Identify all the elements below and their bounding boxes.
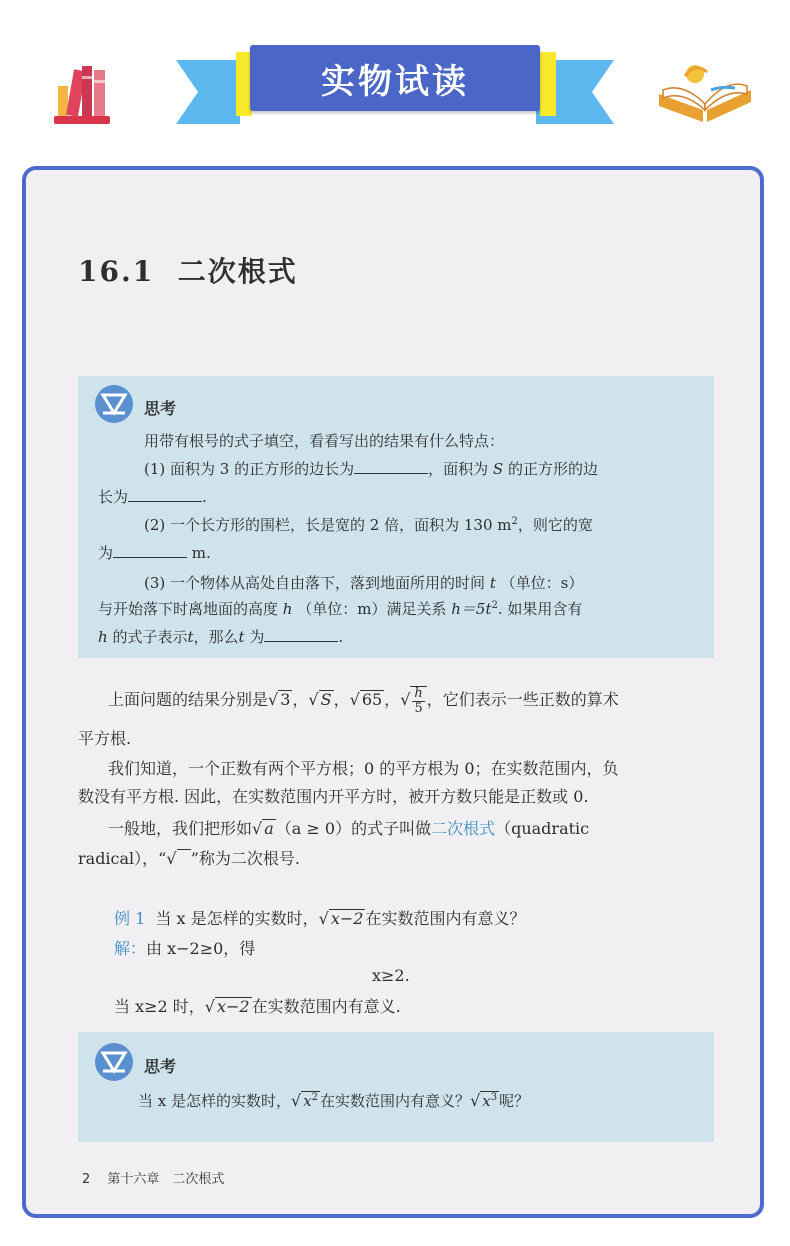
page-frame bbox=[22, 166, 764, 1218]
para2-line1: 我们知道，一个正数有两个平方根；0 的平方根为 0；在实数范围内，负 bbox=[108, 759, 619, 778]
think1-q3: (3) 一个物体从高处自由落下，落到地面所用的时间 t （单位：s） bbox=[144, 574, 584, 592]
answer-blank bbox=[113, 543, 187, 558]
solution-line2: x≥2. bbox=[372, 966, 410, 985]
example-1: 例 1 当 x 是怎样的实数时，√ x−2 在实数范围内有意义？ bbox=[114, 909, 526, 928]
open-book-icon bbox=[655, 60, 755, 126]
banner bbox=[0, 0, 790, 150]
think1-q2: (2) 一个长方形的围栏，长是宽的 2 倍，面积为 130 $m^2$，则它的宽 bbox=[144, 516, 593, 534]
think1-q3-cont1: 与开始落下时离地面的高度 h （单位：m）满足关系 $h=5t^2$. 如果用含有 bbox=[98, 600, 583, 618]
page-footer: 2 第十六章 二次根式 bbox=[82, 1172, 225, 1187]
para3-line1: 一般地，我们把形如√ a （a ≥ 0）的式子叫做二次根式（quadratic bbox=[108, 819, 590, 838]
think2-question: 当 x 是怎样的实数时，√ $x^2$ 在实数范围内有意义？√ $x^3$ 呢？ bbox=[138, 1091, 530, 1110]
books-icon bbox=[52, 56, 112, 128]
solution-line1: 解：由 x−2≥0，得 bbox=[114, 939, 256, 958]
para1-line1: 上面问题的结果分别是√ 3 ，√ S ，√ 65 ，√ $\frac{h}{5}$ ，它们表示一些正数的算术 bbox=[108, 686, 619, 716]
think1-line1: 用带有根号的式子填空，看看写出的结果有什么特点： bbox=[144, 432, 505, 450]
think-label: 思考 bbox=[144, 399, 177, 418]
banner-yellow-tab-right bbox=[540, 52, 556, 116]
para3-line2: radical），“√ ”称为二次根号. bbox=[78, 849, 301, 868]
think-box-2 bbox=[78, 1032, 714, 1142]
think1-q1: (1) 面积为 3 的正方形的边长为 ，面积为 S 的正方形的边 bbox=[144, 460, 598, 478]
section-title: 二次根式 bbox=[177, 255, 298, 288]
think1-q2-cont: 为 m. bbox=[98, 544, 211, 562]
think-box-1 bbox=[78, 376, 714, 658]
solution-line3: 当 x≥2 时，√ x−2 在实数范围内有意义. bbox=[114, 997, 401, 1016]
para1-line2: 平方根. bbox=[78, 729, 132, 748]
banner-title: 实物试读 bbox=[250, 45, 540, 111]
think-icon bbox=[94, 1042, 134, 1082]
answer-blank bbox=[128, 487, 202, 502]
think-label: 思考 bbox=[144, 1057, 177, 1076]
section-heading bbox=[78, 250, 298, 290]
think1-q1-cont: 长为 . bbox=[98, 488, 207, 506]
term-quadratic-radical: 二次根式 bbox=[431, 819, 496, 838]
answer-blank bbox=[264, 627, 338, 642]
para2-line2: 数没有平方根. 因此，在实数范围内开平方时，被开方数只能是正数或 0. bbox=[78, 787, 589, 806]
think-icon bbox=[94, 384, 134, 424]
section-number: 16.1 bbox=[78, 255, 155, 288]
answer-blank bbox=[354, 459, 428, 474]
example-label: 例 1 bbox=[114, 909, 146, 928]
think1-q3-cont2: h 的式子表示t，那么t 为 . bbox=[98, 628, 344, 646]
solution-label: 解： bbox=[114, 939, 147, 958]
ribbon-left-shape bbox=[176, 60, 240, 124]
